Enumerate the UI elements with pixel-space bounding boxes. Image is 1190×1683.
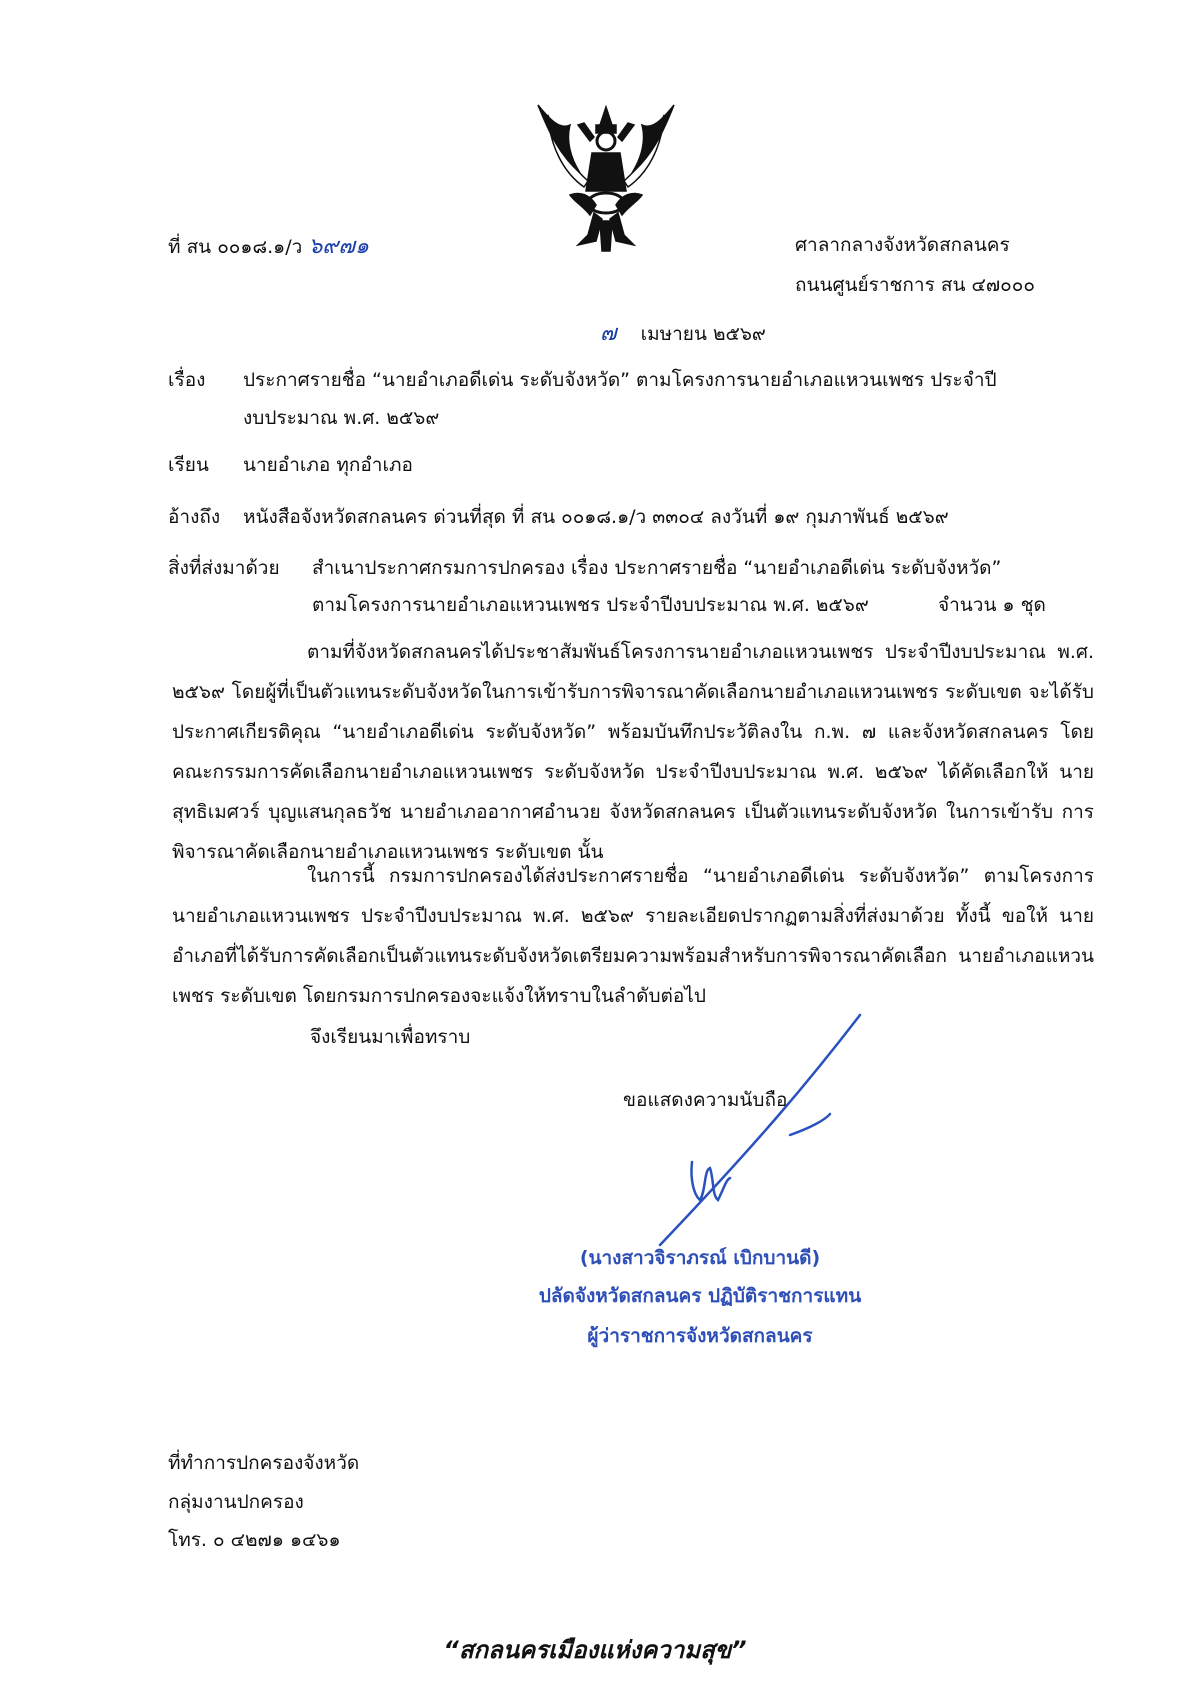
date-month-year: เมษายน ๒๕๖๙	[640, 323, 766, 345]
subject-label: เรื่อง	[168, 369, 206, 391]
office-name: ศาลากลางจังหวัดสกลนคร	[795, 234, 1010, 256]
document-date	[600, 315, 766, 350]
body-paragraph-1	[172, 632, 1094, 872]
regards-text: ขอแสดงความนับถือ	[623, 1089, 788, 1111]
footer-division: กลุ่มงานปกครอง	[168, 1491, 304, 1513]
document-number	[168, 228, 369, 263]
subject-line1: ประกาศรายชื่อ “นายอำเภอดีเด่น ระดับจังหวัด” ตามโครงการนายอำเภอแหวนเพชร ประจำปี	[243, 369, 997, 391]
handwritten-signature	[640, 1010, 870, 1250]
enclosure-line1: สำเนาประกาศกรมการปกครอง เรื่อง ประกาศรายชื่อ “นายอำเภอดีเด่น ระดับจังหวัด”	[312, 557, 1002, 579]
enclosure-quantity: จำนวน ๑ ชุด	[938, 594, 1046, 616]
closing-line: จึงเรียนมาเพื่อทราบ	[310, 1026, 471, 1048]
enclosure-label: สิ่งที่ส่งมาด้วย	[168, 557, 280, 579]
reference-value: หนังสือจังหวัดสกลนคร ด่วนที่สุด ที่ สน ๐๐๑๘.๑/ว ๓๓๐๔ ลงวันที่ ๑๙ กุมภาพันธ์ ๒๕๖๙	[243, 506, 949, 528]
garuda-emblem	[530, 95, 682, 255]
signer-name: (นางสาวจิราภรณ์ เบิกบานดี)	[579, 1247, 821, 1269]
document-number-handwritten: ๖๙๗๑	[308, 234, 369, 259]
signer-position: ปลัดจังหวัดสกลนคร ปฏิบัติราชการแทน	[538, 1285, 862, 1307]
to-label: เรียน	[168, 454, 209, 476]
enclosure-line2: ตามโครงการนายอำเภอแหวนเพชร ประจำปีงบประมาณ พ.ศ. ๒๕๖๙	[312, 594, 869, 616]
body-paragraph-1-text: ตามที่จังหวัดสกลนครได้ประชาสัมพันธ์โครงการนายอำเภอแหวนเพชร ประจำปีงบประมาณ พ.ศ. ๒๕๖๙ โดยผู้ที่เป็นตัวแทนระดับจังหวัดในการเข้ารับการพิจารณาคัดเลือกนายอำเภอแหวนเพชร ระดับเขต จะได้รับประกาศเกียรติคุณ “นายอำเภอดีเด่น ระดับจังหวัด” พร้อมบันทึกประวัติลงใน ก.พ. ๗ และจังหวัดสกลนคร โดยคณะกรรมการคัดเลือกนายอำเภอแหวนเพชร ระดับจังหวัด ประจำปีงบประมาณ พ.ศ. ๒๕๖๙ ได้คัดเลือกให้ นายสุทธิเมศวร์ บุญแสนกุลธวัช นายอำเภออากาศอำนวย จังหวัดสกลนคร เป็นตัวแทนระดับจังหวัด ในการเข้ารับ การพิจารณาคัดเลือกนายอำเภอแหวนเพชร ระดับเขต นั้น	[172, 641, 1094, 863]
footer-department: ที่ทำการปกครองจังหวัด	[168, 1452, 360, 1474]
signer-position-2: ผู้ว่าราชการจังหวัดสกลนคร	[587, 1325, 813, 1347]
reference-label: อ้างถึง	[168, 506, 221, 528]
body-paragraph-2-text: ในการนี้ กรมการปกครองได้ส่งประกาศรายชื่อ “นายอำเภอดีเด่น ระดับจังหวัด” ตามโครงการ นายอำเภอแหวนเพชร ประจำปีงบประมาณ พ.ศ. ๒๕๖๙ รายละเอียดปรากฏตามสิ่งที่ส่งมาด้วย ทั้งนี้ ขอให้ นายอำเภอที่ได้รับการคัดเลือกเป็นตัวแทนระดับจังหวัดเตรียมความพร้อมสำหรับการพิจารณาคัดเลือก นายอำเภอแหวนเพชร ระดับเขต โดยกรมการปกครองจะแจ้งให้ทราบในลำดับต่อไป	[172, 865, 1094, 1007]
office-address: ถนนศูนย์ราชการ สน ๔๗๐๐๐	[795, 274, 1035, 296]
subject-line2: งบประมาณ พ.ศ. ๒๕๖๙	[243, 407, 440, 429]
body-paragraph-2	[172, 856, 1094, 1016]
slogan: “สกลนครเมืองแห่งความสุข”	[443, 1636, 747, 1664]
to-value: นายอำเภอ ทุกอำเภอ	[243, 454, 413, 476]
date-handwritten: ๗	[600, 321, 617, 346]
footer-phone: โทร. ๐ ๔๒๗๑ ๑๔๖๑	[168, 1529, 341, 1551]
document-number-label: ที่ สน ๐๐๑๘.๑/ว	[168, 236, 303, 258]
